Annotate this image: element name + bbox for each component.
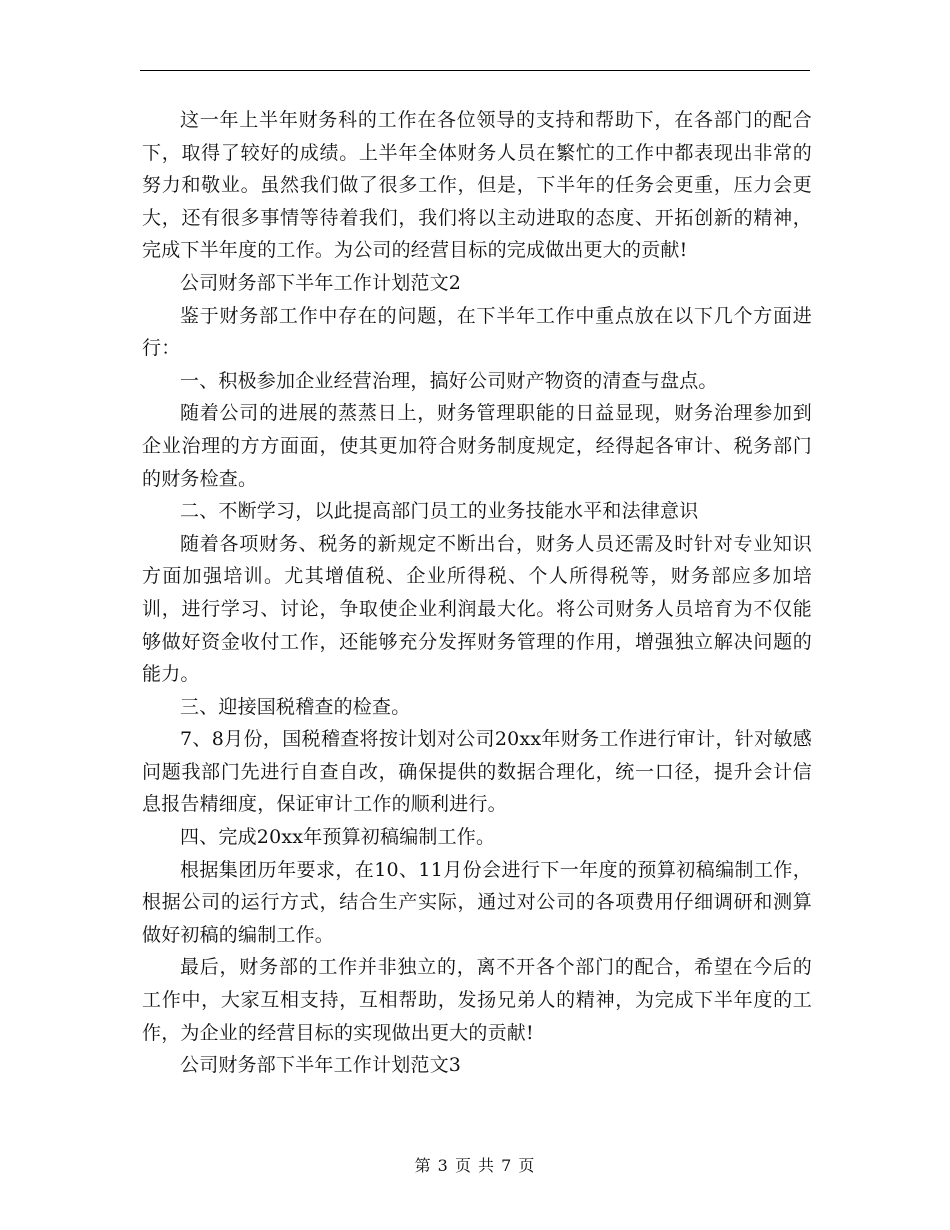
document-body	[142, 104, 812, 1082]
page-number-footer: 第 3 页 共 7 页	[414, 1156, 536, 1175]
paragraph: 7、8月份，国税稽查将按计划对公司20xx年财务工作进行审计，针对敏感问题我部门先进行自查自改，确保提供的数据合理化，统一口径，提升会计信息报告精细度，保证审计工作的顺利进行。	[142, 728, 812, 816]
paragraph: 最后，财务部的工作并非独立的，离不开各个部门的配合，希望在今后的工作中，大家互相支持，互相帮助，发扬兄弟人的精神，为完成下半年度的工作，为企业的经营目标的实现做出更大的贡献!	[142, 956, 812, 1044]
header-rule	[140, 70, 810, 71]
list-heading: 二、不断学习，以此提高部门员工的业务技能水平和法律意识	[180, 500, 699, 523]
list-heading: 四、完成20xx年预算初稿编制工作。	[180, 826, 496, 849]
paragraph: 鉴于财务部工作中存在的问题，在下半年工作中重点放在以下几个方面进行：	[142, 304, 812, 360]
list-heading: 三、迎接国税稽查的检查。	[180, 695, 411, 718]
paragraph: 这一年上半年财务科的工作在各位领导的支持和帮助下，在各部门的配合下，取得了较好的成绩。上半年全体财务人员在繁忙的工作中都表现出非常的努力和敬业。虽然我们做了很多工作，但是，下半年的任务会更重，压力会更大，还有很多事情等待着我们，我们将以主动进取的态度、开拓创新的精神，完成下半年度的工作。为公司的经营目标的完成做出更大的贡献!	[142, 109, 812, 262]
paragraph: 随着公司的进展的蒸蒸日上，财务管理职能的日益显现，财务治理参加到企业治理的方方面面，使其更加符合财务制度规定，经得起各审计、税务部门的财务检查。	[142, 402, 812, 490]
section-heading: 公司财务部下半年工作计划范文2	[180, 271, 462, 294]
list-heading: 一、积极参加企业经营治理，搞好公司财产物资的清查与盘点。	[180, 369, 718, 392]
section-heading: 公司财务部下半年工作计划范文3	[180, 1054, 462, 1077]
paragraph: 随着各项财务、税务的新规定不断出台，财务人员还需及时针对专业知识方面加强培训。尤其增值税、企业所得税、个人所得税等，财务部应多加培训，进行学习、讨论，争取使企业利润最大化。将公司财务人员培育为不仅能够做好资金收付工作，还能够充分发挥财务管理的作用，增强独立解决问题的能力。	[142, 532, 812, 686]
paragraph: 根据集团历年要求，在10、11月份会进行下一年度的预算初稿编制工作，根据公司的运行方式，结合生产实际，通过对公司的各项费用仔细调研和测算做好初稿的编制工作。	[142, 858, 812, 946]
